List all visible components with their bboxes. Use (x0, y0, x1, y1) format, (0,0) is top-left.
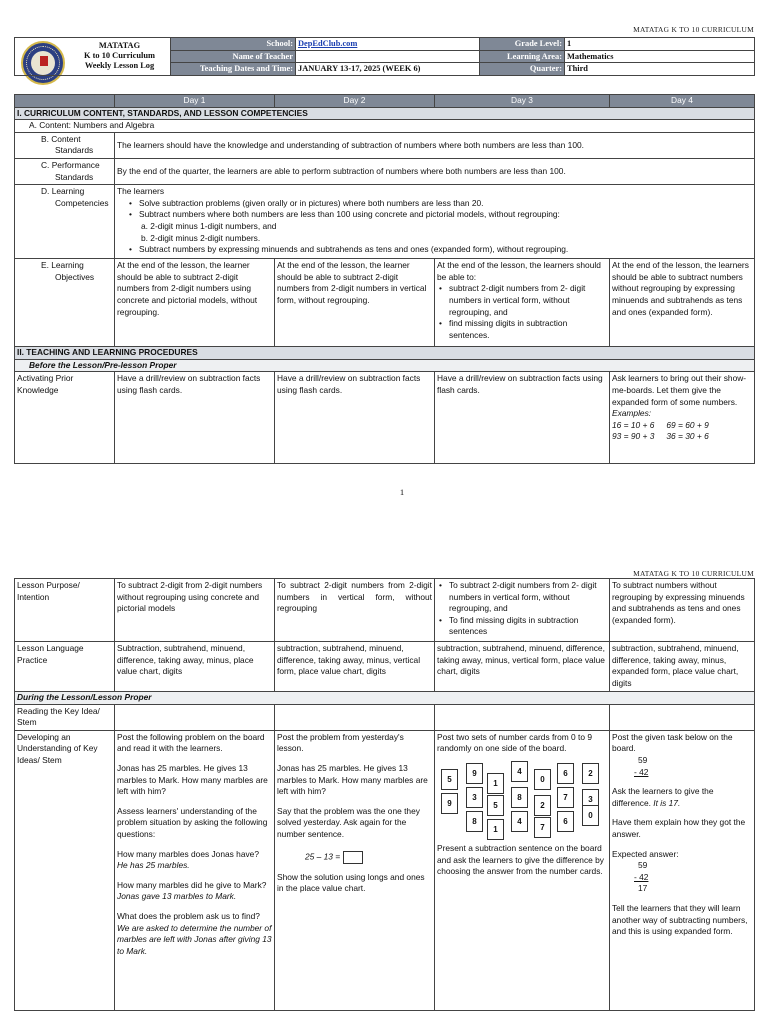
number-card: 6 (557, 811, 574, 832)
dev-day4-ans-top: 59 (638, 860, 648, 871)
dev-day4-top: 59 (638, 754, 648, 765)
log-title-line1: MATATAG (98, 41, 141, 51)
dev-day4-p2: Ask the learners to give the difference. It is 17. (612, 786, 714, 808)
section-1-title: I. CURRICULUM CONTENT, STANDARDS, AND LESSON COMPETENCIES (15, 107, 755, 120)
quarter-label: Quarter: (480, 63, 565, 76)
reading-day1 (115, 704, 275, 730)
dev-day1-q3: What does the problem ask us to find? We are asked to determine the number of marbles are left with Jonas after giving 13 to Mark. (117, 910, 272, 956)
log-title (15, 38, 171, 76)
corner-cell (15, 95, 115, 108)
number-card: 1 (487, 819, 504, 840)
during-lesson-label: During the Lesson/Lesson Proper (15, 692, 755, 705)
purpose-day4: To subtract numbers without regrouping by expressing minuends and subtrahends as tens and ones (expanded form). (610, 579, 755, 642)
performance-standards-label: C. Performance Standards (15, 158, 115, 184)
competencies-label: D. Learning Competencies (15, 185, 115, 259)
lesson-table-page2 (14, 578, 755, 1011)
section-2-title: II. TEACHING AND LEARNING PROCEDURES (15, 347, 755, 360)
dev-day2-p1: Post the problem from yesterday's lesson. (277, 731, 404, 754)
lesson-log-header (14, 37, 755, 76)
grade-label: Grade Level: (480, 38, 565, 51)
log-title-line3: Weekly Lesson Log (84, 61, 155, 71)
dev-day4-sub: - 42 (634, 766, 649, 777)
number-card: 2 (534, 795, 551, 816)
dev-day1-p3: Assess learners' understanding of the problem situation by asking the following questions: (117, 805, 268, 839)
number-card: 7 (557, 787, 574, 808)
quarter-value: Third (565, 63, 755, 76)
competency-2a: a. 2-digit minus 1-digit numbers, and (141, 220, 277, 231)
number-card: 5 (487, 795, 504, 816)
dev-day1-q2: How many marbles did he give to Mark? Jonas gave 13 marbles to Mark. (117, 879, 267, 902)
example-row-2: 93 = 90 + 3 36 = 30 + 6 (612, 431, 709, 442)
reading-day4 (610, 704, 755, 730)
purpose-label: Lesson Purpose/ Intention (15, 579, 115, 642)
page-number: 1 (399, 487, 405, 497)
number-card: 2 (582, 763, 599, 784)
area-value: Mathematics (565, 50, 755, 63)
objective-day3-bullet1: • subtract 2-digit numbers from 2- digit numbers in vertical form, without regrouping, and (437, 283, 607, 318)
activating-day3: Have a drill/review on subtraction facts using flash cards. (435, 372, 610, 464)
content-standards-text: The learners should have the knowledge and understanding of subtraction of numbers where both numbers are less than 100. (115, 132, 755, 158)
teacher-value (296, 50, 480, 63)
competency-3: • Subtract numbers by expressing minuends and subtrahends as tens and ones (expanded form), without regrouping. (127, 244, 752, 256)
content-label: A. Content: Numbers and Algebra (15, 120, 755, 133)
number-card: 5 (441, 769, 458, 790)
dev-day2-p4: Show the solution using longs and ones in the place value chart. (277, 871, 425, 894)
number-card: 8 (511, 787, 528, 808)
objective-day2: At the end of the lesson, the learner should be able to subtract 2-digit numbers from 2-digit numbers in vertical form, without regrouping. (275, 259, 435, 347)
curriculum-label: MATATAG K TO 10 CURRICULUM (633, 25, 754, 34)
number-card: 1 (487, 773, 504, 794)
objective-day3-intro: At the end of the lesson, the learners should be able to: (437, 260, 601, 282)
dev-day4-p4: Tell the learners that they will learn another way of subtracting numbers, and this is using expanded form. (612, 902, 748, 937)
number-card: 3 (466, 787, 483, 808)
number-card: 8 (466, 811, 483, 832)
activating-day4 (610, 372, 755, 464)
school-value (296, 38, 480, 51)
number-card: 9 (441, 793, 458, 814)
competencies-text (115, 185, 755, 259)
school-label: School: (171, 38, 296, 51)
dev-day1-p2: Jonas has 25 marbles. He gives 13 marbles to Mark. How many marbles are left with him? (117, 762, 268, 797)
dev-day3-p2: Present a subtraction sentence on the board and ask the learners to give the difference by choosing the answer from the number cards. (437, 842, 604, 877)
dev-day4-ans: 17 (638, 883, 648, 894)
developing-day2 (275, 730, 435, 1010)
number-card: 4 (511, 811, 528, 832)
answer-box (343, 851, 363, 864)
objectives-label: E. Learning Objectives (15, 259, 115, 347)
dates-value: JANUARY 13-17, 2025 (WEEK 6) (296, 63, 480, 76)
number-card: 4 (511, 761, 528, 782)
purpose-day3 (435, 579, 610, 642)
dev-day2-p3: Say that the problem was the one they solved yesterday. Ask again for the number sentence. (277, 805, 420, 839)
objective-day3-bullet2: • find missing digits in subtraction sentences. (437, 318, 607, 341)
day-header-1: Day 1 (115, 95, 275, 108)
dev-day2-p2: Jonas has 25 marbles. He gives 13 marbles to Mark. How many marbles are left with him? (277, 762, 428, 797)
number-card: 3 (582, 789, 599, 810)
developing-day3 (435, 730, 610, 1010)
activating-day1: Have a drill/review on subtraction facts using flash cards. (115, 372, 275, 464)
example-row-1: 16 = 10 + 6 69 = 60 + 9 (612, 419, 709, 430)
activating-day2: Have a drill/review on subtraction facts using flash cards. (275, 372, 435, 464)
number-card: 6 (557, 763, 574, 784)
dev-day3-p1: Post two sets of number cards from 0 to 9 randomly on one side of the board. (437, 731, 593, 754)
reading-label: Reading the Key Idea/ Stem (15, 704, 115, 730)
language-day4: subtraction, subtrahend, minuend, difference, taking away, minus, expanded form, place value chart, digits (610, 642, 755, 692)
dates-label: Teaching Dates and Time: (171, 63, 296, 76)
competency-1: • Solve subtraction problems (given orally or in pictures) where both numbers are less than 20. (127, 198, 752, 210)
grade-value: 1 (565, 38, 755, 51)
purpose-day2: To subtract 2-digit numbers from 2-digit numbers in vertical form, without regrouping (275, 579, 435, 642)
number-card: 0 (582, 805, 599, 826)
dev-day1-q1: How many marbles does Jonas have? He has 25 marbles. (117, 848, 259, 871)
dev-day4-p1: Post the given task below on the board. (612, 731, 733, 754)
reading-day3 (435, 704, 610, 730)
curriculum-label-page2: MATATAG K TO 10 CURRICULUM (633, 569, 754, 578)
developing-day4 (610, 730, 755, 1010)
reading-day2 (275, 704, 435, 730)
number-card: 0 (534, 769, 551, 790)
purpose-day3-bullet2: • To find missing digits in subtraction sentences (437, 615, 607, 638)
dev-day1-p1: Post the following problem on the board and read it with the learners. (117, 731, 265, 754)
objective-day3 (435, 259, 610, 347)
language-day1: Subtraction, subtrahend, minuend, difference, taking away, minus, place value chart, digits (115, 642, 275, 692)
objective-day1: At the end of the lesson, the learner should be able to subtract 2-digit numbers from 2-digit numbers using concrete and pictorial models, without regrouping. (115, 259, 275, 347)
number-cards (437, 759, 607, 843)
school-link[interactable]: DepEdClub.com (298, 39, 358, 48)
activating-label: Activating Prior Knowledge (15, 372, 115, 464)
purpose-day1: To subtract 2-digit from 2-digit numbers without regrouping using concrete and pictorial models (115, 579, 275, 642)
examples-label: Examples: (612, 408, 652, 419)
activating-day4-text: Ask learners to bring out their show-me-boards. Let them give the expanded form of some numbers. (612, 373, 747, 407)
before-lesson-label: Before the Lesson/Pre-lesson Proper (15, 359, 755, 372)
performance-standards-text: By the end of the quarter, the learners are able to perform subtraction of numbers where both numbers are less than 100. (115, 158, 755, 184)
developing-day1 (115, 730, 275, 1010)
area-label: Learning Area: (480, 50, 565, 63)
dev-day4-p3: Have them explain how they got the answer. (612, 817, 746, 839)
competencies-intro: The learners (117, 186, 165, 197)
log-title-line2: K to 10 Curriculum (84, 51, 155, 61)
dev-day4-expected: Expected answer: (612, 848, 679, 859)
content-standards-label: B. Content Standards (15, 132, 115, 158)
language-day3: subtraction, subtrahend, minuend, difference, taking away, minus, vertical form, place value chart, digits (435, 642, 610, 692)
competency-2b: b. 2-digit minus 2-digit numbers. (141, 232, 261, 243)
purpose-day3-bullet1: • To subtract 2-digit numbers from 2- digit numbers in vertical form, without regrouping, and (437, 580, 607, 615)
teacher-label: Name of Teacher (171, 50, 296, 63)
day-header-4: Day 4 (610, 95, 755, 108)
language-label: Lesson Language Practice (15, 642, 115, 692)
language-day2: subtraction, subtrahend, minuend, difference, taking away, minus, vertical form, place value chart, digits (275, 642, 435, 692)
day-header-2: Day 2 (275, 95, 435, 108)
lesson-table-page1 (14, 94, 755, 464)
number-card: 7 (534, 817, 551, 838)
competency-2: • Subtract numbers where both numbers are less than 100 using concrete and pictorial models, without regrouping: (127, 209, 752, 221)
day-header-3: Day 3 (435, 95, 610, 108)
dev-day4-ans-sub: - 42 (634, 871, 649, 882)
number-card: 9 (466, 763, 483, 784)
objective-day4: At the end of the lesson, the learners should be able to subtract numbers without regrouping by expressing minuends and subtrahends as tens and ones (expanded form). (610, 259, 755, 347)
dev-day2-equation: 25 – 13 = (277, 851, 432, 864)
developing-label: Developing an Understanding of Key Ideas/ Stem (15, 730, 115, 1010)
